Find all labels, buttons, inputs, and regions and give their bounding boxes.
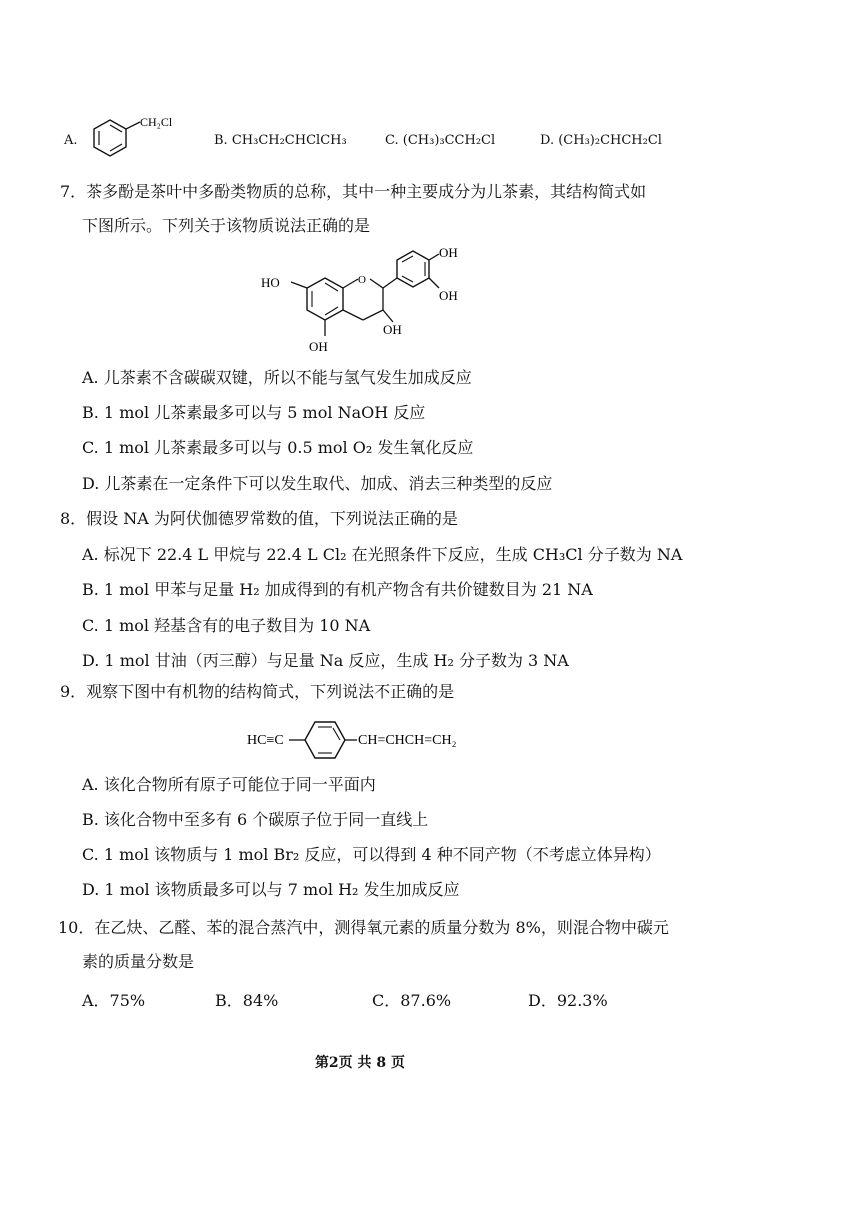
ho-left-label: HO <box>261 275 280 290</box>
q10-option-a: A．75% <box>82 991 146 1010</box>
q7-stem-line2: 下图所示。下列关于该物质说法正确的是 <box>82 216 371 235</box>
q9-option-d: D. 1 mol 该物质最多可以与 7 mol H₂ 发生加成反应 <box>82 880 460 899</box>
q7-option-a: A. 儿茶素不含碳碳双键，所以不能与氢气发生加成反应 <box>82 368 472 387</box>
oh-right-label: OH <box>439 288 458 303</box>
q9-option-c: C. 1 mol 该物质与 1 mol Br₂ 反应，可以得到 4 种不同产物（不考虑立体异构） <box>82 845 661 864</box>
benzyl-group-label: CH₂Cl <box>140 115 173 129</box>
q7-option-b: B. 1 mol 儿茶素最多可以与 5 mol NaOH 反应 <box>82 403 426 422</box>
q8-option-c: C. 1 mol 羟基含有的电子数目为 10 NA <box>82 616 371 635</box>
q7-option-d: D. 儿茶素在一定条件下可以发生取代、加成、消去三种类型的反应 <box>82 474 553 493</box>
q10-option-c: C．87.6% <box>372 991 452 1010</box>
q8-option-d: D. 1 mol 甘油（丙三醇）与足量 Na 反应，生成 H₂ 分子数为 3 NA <box>82 651 569 670</box>
q6-option-a-label: A. <box>64 133 78 148</box>
diene-label: CH=CHCH=CH₂ <box>358 733 457 748</box>
benzyl-chloride-structure <box>90 112 180 164</box>
q10-stem-line1: 10．在乙炔、乙醛、苯的混合蒸汽中，测得氧元素的质量分数为 8%，则混合物中碳元 <box>58 918 669 937</box>
q8-option-a: A. 标况下 22.4 L 甲烷与 22.4 L Cl₂ 在光照条件下反应，生成 CH₃Cl 分子数为 NA <box>82 545 683 564</box>
ethynyl-label: HC≡C <box>247 733 284 748</box>
q9-option-b: B. 该化合物中至多有 6 个碳原子位于同一直线上 <box>82 810 429 829</box>
oh-middle-label: OH <box>383 322 402 337</box>
q10-option-b: B．84% <box>215 991 279 1010</box>
oh-top-label: OH <box>439 245 458 260</box>
q9-compound-structure <box>245 712 505 768</box>
q9-option-a: A. 该化合物所有原子可能位于同一平面内 <box>82 775 376 794</box>
ring-oxygen-label: O <box>358 274 366 286</box>
q7-stem-line1: 7．茶多酚是茶叶中多酚类物质的总称，其中一种主要成分为儿茶素，其结构简式如 <box>60 182 647 201</box>
page-footer: 第2页 共 8 页 <box>314 1055 406 1071</box>
q9-stem: 9．观察下图中有机物的结构简式，下列说法不正确的是 <box>60 682 455 701</box>
q8-stem: 8．假设 NA 为阿伏伽德罗常数的值，下列说法正确的是 <box>60 509 458 528</box>
q8-option-b: B. 1 mol 甲苯与足量 H₂ 加成得到的有机产物含有共价键数目为 21 NA <box>82 580 593 599</box>
q7-option-c: C. 1 mol 儿茶素最多可以与 0.5 mol O₂ 发生氧化反应 <box>82 438 474 457</box>
catechin-structure <box>255 238 475 360</box>
q6-option-d: D. (CH₃)₂CHCH₂Cl <box>540 133 662 148</box>
oh-bottom-label: OH <box>309 339 328 354</box>
q6-option-b: B. CH₃CH₂CHClCH₃ <box>214 133 347 148</box>
q10-stem-line2: 素的质量分数是 <box>82 952 195 971</box>
q10-option-d: D．92.3% <box>528 991 608 1010</box>
q6-option-c: C. (CH₃)₃CCH₂Cl <box>385 133 496 148</box>
